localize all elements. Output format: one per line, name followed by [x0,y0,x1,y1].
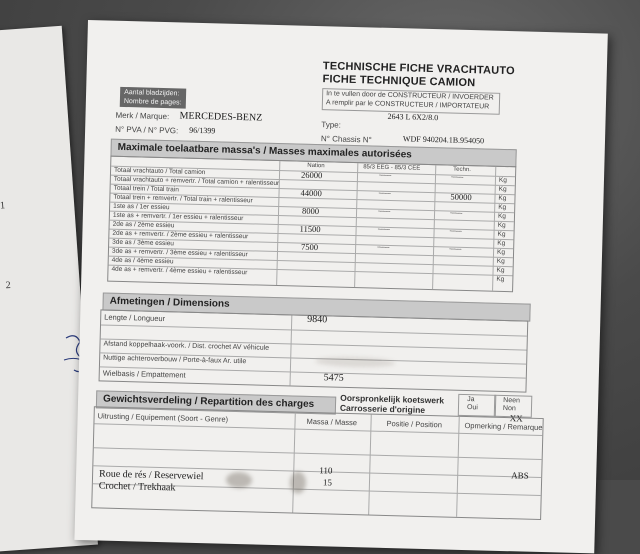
pages-box [120,87,186,109]
overhang-label: Nuttige achteroverbouw / Porte-à-faux Ar. utile [103,355,246,366]
unit-kg: Kg [497,249,505,256]
row-label: 1ste as / 1er essieu [113,203,170,211]
unit-kg: Kg [497,240,505,247]
weights-heading: Gewichtsverdeling / Repartition des charges [96,390,336,414]
eeg-value: -------- [378,209,390,215]
length-value: 9840 [307,314,327,326]
unit-kg: Kg [497,231,505,238]
side-mark: 1 [0,200,5,211]
nation-value: 26000 [301,170,323,181]
col-equipment: Uitrusting / Equipement (Soort - Genre) [98,411,229,423]
unit-kg: Kg [497,258,505,265]
col-position: Positie / Position [386,419,442,429]
col-mass: Massa / Masse [306,417,357,427]
unit-kg: Kg [499,177,507,184]
unit-kg: Kg [496,276,504,283]
nation-value: 11500 [299,224,320,235]
make-label: Merk / Marque: [115,111,169,121]
chassis-value: WDF 940204.1B.954050 [403,134,484,145]
unit-kg: Kg [499,186,507,193]
title-nl: TECHNISCHE FICHE VRACHTAUTO [323,60,515,77]
col-eeg: 85/3 EEG - 85/3 CEE [363,164,420,171]
yes-label: Ja [467,396,475,403]
type-code: 2643 L 6X2/8.0 [387,112,438,122]
nation-value: 8000 [302,206,319,216]
dimensions-heading: Afmetingen / Dimensions [102,292,530,321]
row-label: 2de as / 2ème essieu [113,221,175,230]
techn-value: -------- [449,247,461,253]
masses-heading: Maximale toelaatbare massa's / Masses maximales autorisées [110,139,516,168]
row-label: 1ste as + remvertr. / 1er essieu + ralentisseur [113,212,244,222]
constructor-fr: A remplir par le CONSTRUCTEUR / IMPORTATEUR [326,99,489,110]
eeg-value: -------- [379,173,391,179]
wheelbase-value: 5475 [324,372,344,384]
yes-sub: Oui [467,404,478,411]
row-label: 4de as + remvertr. / 4ème essieu + ralentisseur [111,266,247,277]
equipment-remark: ABS [511,470,529,480]
technical-sheet [74,20,607,553]
techn-value: -------- [450,211,462,217]
equipment-mass: 15 [323,477,332,487]
origin-fr: Carrosserie d'origine [340,403,425,415]
equipment-mass: 110 [319,465,332,475]
no-label: Neen [503,397,520,404]
col-remark: Opmerking / Remarque [464,421,542,432]
chassis-label: N° Chassis N° [321,134,372,144]
masses-table [107,156,516,293]
row-label: 2de as + remvertr. / 2ème essieu + ralentisseur [112,230,248,241]
no-mark: XX [510,413,523,423]
pages-label-fr: Nombre de pages: [124,97,182,108]
constructor-box [322,88,501,115]
type-label: Type: [321,120,341,130]
eeg-value: -------- [378,191,390,197]
kingpin-label: Afstand koppelhaak-voork. / Dist. crochet AV véhicule [103,341,269,352]
length-label: Lengte / Longueur [104,313,165,324]
unit-kg: Kg [498,222,506,229]
pva-value: 96/1399 [189,126,215,136]
constructor-nl: In te vullen door de CONSTRUCTEUR / INVOERDER [326,90,494,101]
col-nation: Nation [307,163,324,169]
make-value: MERCEDES-BENZ [179,110,262,123]
pva-label: N° PVA / N° PVG: [115,125,178,136]
row-label: 3de as + remvertr. / 3ème essieu + ralentisseur [112,248,248,259]
eeg-value: -------- [377,245,389,251]
side-mark: 2 [5,280,11,291]
unit-kg: Kg [498,204,506,211]
col-techn: Techn. [453,167,471,173]
row-label: Totaal vrachtauto / Total camion [114,167,205,176]
unit-kg: Kg [496,267,504,274]
weights-table [91,406,544,520]
techn-value: -------- [450,229,462,235]
techn-value: 50000 [450,192,472,203]
row-label: Totaal vrachtauto + remvertr. / Total camion + ralentisseur [114,176,279,187]
equipment-item: Roue de rés / Reservewiel [99,468,204,482]
nation-value: 44000 [300,188,322,199]
techn-value: -------- [451,175,463,181]
no-sub: Non [503,405,516,412]
pages-label-nl: Aantal bladzijden: [124,88,182,99]
wheelbase-label: Wielbasis / Empattement [103,369,186,380]
row-label: Totaal trein + remvertr. / Total train + ralentisseur [113,194,252,205]
equipment-item: Crochet / Trekhaak [99,480,176,493]
row-label: Totaal trein / Total train [114,185,179,194]
origin-nl: Oorspronkelijk koetswerk [340,393,444,406]
row-label: 3de as / 3ème essieu [112,239,174,248]
yes-box [458,394,497,417]
unit-kg: Kg [498,213,506,220]
unit-kg: Kg [498,195,506,202]
dimensions-table [99,309,529,392]
eeg-value: -------- [378,227,390,233]
nation-value: 7500 [301,242,318,252]
row-label: 4de as / 4ème essieu [112,257,174,266]
title-fr: FICHE TECHNIQUE CAMION [322,73,475,89]
